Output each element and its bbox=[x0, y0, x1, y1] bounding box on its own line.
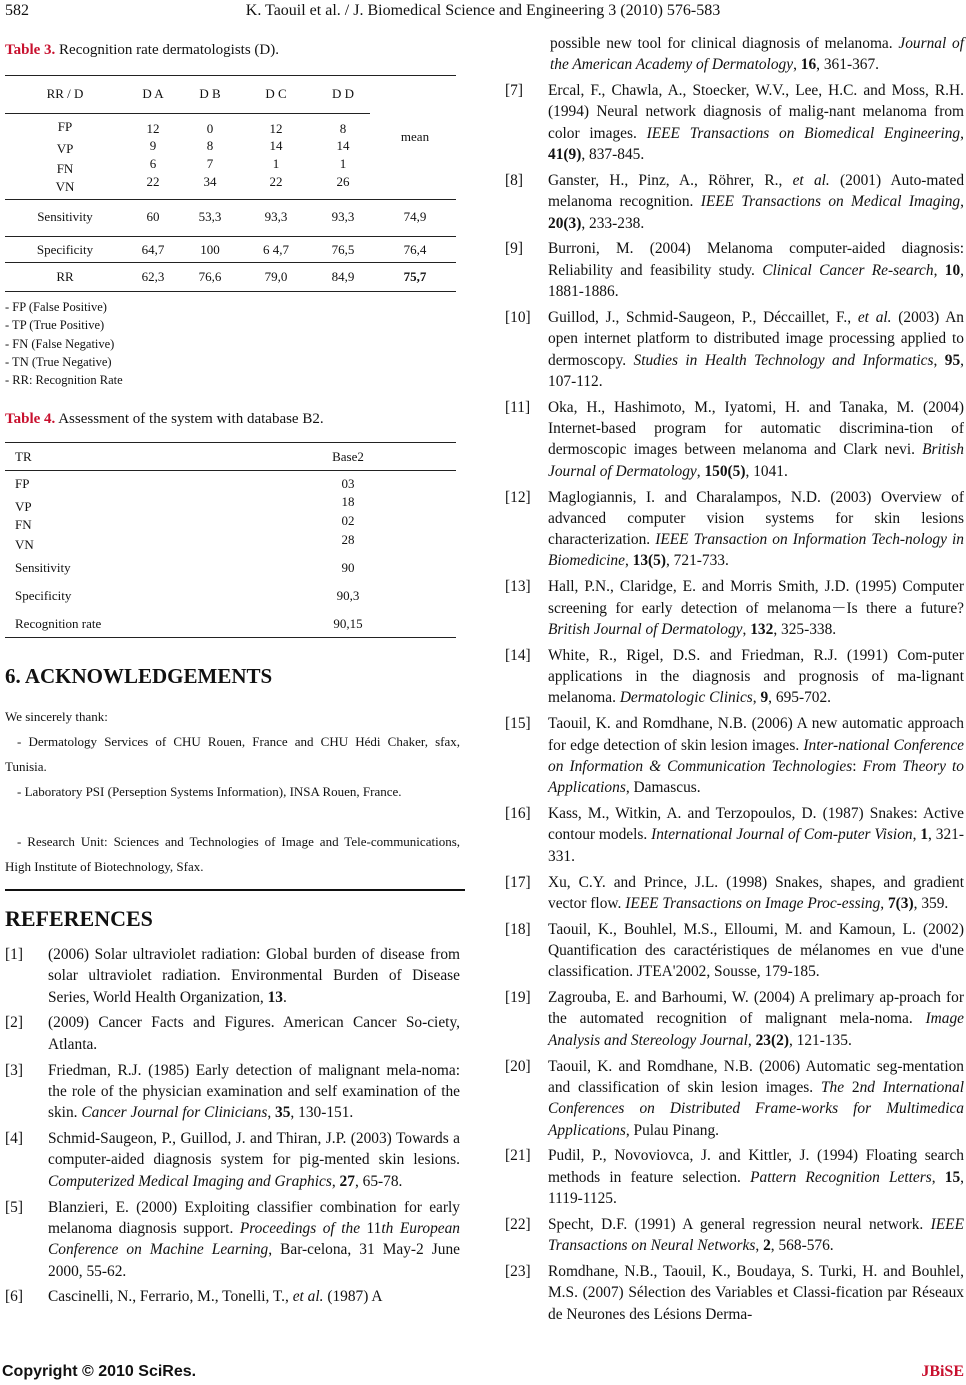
reference-text-segment: , 1881-1886. bbox=[548, 261, 964, 301]
table3-row-label: VP bbox=[56, 141, 74, 156]
table3-cell: 64,7 bbox=[141, 242, 165, 257]
reference-text-segment: , bbox=[933, 261, 945, 279]
reference-text-segment: Kass, M., Witkin, A. and Terzopoulos, D. (1987) Snakes: Active contour models. bbox=[548, 805, 964, 844]
table4-row-label: Specificity bbox=[15, 588, 72, 603]
table-rule bbox=[5, 470, 456, 471]
reference-number: [7] bbox=[505, 82, 523, 100]
table3-cell: 12 bbox=[269, 121, 283, 136]
table3-mean-label: mean bbox=[400, 129, 430, 144]
reference-text-segment: , 695-702. bbox=[768, 689, 832, 707]
ack-item: - Laboratory PSI (Perseption Systems Information), INSA Rouen, France. bbox=[17, 784, 402, 799]
reference-text-segment: (1987) A bbox=[323, 1288, 383, 1306]
reference-item bbox=[505, 803, 964, 867]
reference-item bbox=[505, 872, 964, 915]
table3-cell: 76,5 bbox=[331, 242, 355, 257]
table3-cell: 6 bbox=[149, 156, 157, 171]
reference-number: [19] bbox=[505, 989, 531, 1007]
reference-text-segment: 13(5) bbox=[632, 552, 666, 570]
reference-item bbox=[505, 1214, 964, 1257]
reference-text-segment: , bbox=[793, 56, 801, 74]
reference-text-segment: Oka, H., Hashimoto, M., Iyatomi, H. and Tanaka, M. (2004) Internet-based program for automatic discrimina-tion of dermoscopic images between melanoma and Clark nevi. bbox=[548, 398, 964, 459]
reference-number: [5] bbox=[5, 1198, 23, 1216]
reference-number: [2] bbox=[5, 1014, 23, 1032]
table3-cell: 6 4,7 bbox=[263, 242, 289, 257]
reference-text-segment: , Bar-celona, 31 May-2 June 2000, 55-62. bbox=[48, 1241, 461, 1280]
table4-cell: 90 bbox=[341, 560, 355, 575]
reference-text-segment: Taouil, K. and Romdhane, N.B. (2006) Automatic seg-mentation and classification of skin lesion images. bbox=[548, 1057, 964, 1096]
reference-item bbox=[505, 170, 964, 234]
reference-number: [1] bbox=[5, 946, 23, 963]
reference-text-segment: Studies in Health Technology and Informatics bbox=[633, 351, 934, 369]
reference-item bbox=[505, 987, 964, 1051]
reference-text-segment: , bbox=[696, 462, 705, 480]
reference-text-segment: Schmid-Saugeon, P., Guillod, J. and Thiran, J.P. (2003) Towards a computer-aided diagnosis system for pig-mented skin lesions. bbox=[48, 1130, 460, 1169]
reference-text-segment: Zagrouba, E. and Barhoumi, W. (2004) A prelimary ap-proach for the automated recognition of malignant mela-noma. bbox=[548, 989, 964, 1028]
table3-cell: 76,6 bbox=[198, 269, 222, 284]
reference-text-segment: , bbox=[960, 193, 964, 211]
table4-row-label: Sensitivity bbox=[15, 560, 71, 575]
reference-text-segment: Inter-national Conference on Information & Communication Technologies bbox=[548, 736, 964, 775]
table3-cell: 53,3 bbox=[198, 209, 222, 224]
reference-text-segment: , bbox=[960, 124, 964, 142]
table3-caption-text: Recognition rate dermatologists (D). bbox=[55, 42, 279, 58]
reference-text-segment: Cascinelli, N., Ferrario, M., Tonelli, T., bbox=[48, 1288, 293, 1306]
table3-note: - TN (True Negative) bbox=[5, 354, 112, 369]
reference-number: [17] bbox=[505, 873, 531, 891]
reference-text-segment: Friedman, R.J. (1985) Early detection of malignant mela-noma: the role of the physician examination and self examination of the skin. bbox=[48, 1061, 460, 1122]
reference-text-segment: Computerized Medical Imaging and Graphics bbox=[48, 1172, 332, 1190]
reference-text-segment: Guillod, J., Schmid-Saugeon, P., Déccaillet, F., bbox=[548, 308, 858, 326]
reference-number: [6] bbox=[5, 1288, 23, 1306]
reference-text-segment: 150(5) bbox=[704, 462, 746, 480]
page-number: 582 bbox=[5, 2, 29, 19]
reference-text-segment: 41(9) bbox=[548, 146, 582, 164]
reference-item bbox=[505, 713, 964, 798]
table3-cell: 9 bbox=[149, 138, 157, 153]
reference-text-segment: From Theory to Applications bbox=[548, 757, 964, 797]
table3-caption bbox=[5, 42, 279, 59]
table-rule bbox=[5, 75, 456, 76]
reference-text-segment: , 837-845. bbox=[581, 146, 645, 164]
reference-item bbox=[505, 1261, 964, 1325]
section-divider bbox=[5, 889, 465, 891]
table4-label: Table 4. bbox=[5, 411, 56, 427]
reference-text-segment: , bbox=[880, 894, 888, 912]
reference-item bbox=[505, 307, 964, 392]
reference-text-segment: , bbox=[755, 1237, 764, 1255]
reference-text-segment: The bbox=[820, 1078, 852, 1096]
reference-item bbox=[505, 576, 964, 640]
table3-cell: 8 bbox=[206, 138, 214, 153]
table3-cell: 8 bbox=[339, 121, 347, 136]
table4-header: TR bbox=[15, 449, 32, 464]
running-title: K. Taouil et al. / J. Biomedical Science and Engineering 3 (2010) 576-583 bbox=[245, 2, 721, 19]
reference-text-segment: Xu, C.Y. and Prince, J.L. (1998) Snakes, shapes, and gradient vector flow. bbox=[548, 873, 964, 912]
reference-text-segment: Specht, D.F. (1991) A general regression neural network. bbox=[548, 1215, 931, 1233]
table3-cell: 60 bbox=[146, 209, 160, 224]
reference-number: [12] bbox=[505, 488, 531, 506]
table3-cell: 74,9 bbox=[403, 209, 427, 224]
table3-cell: 1 bbox=[339, 156, 347, 171]
reference-text-segment: , Damascus. bbox=[625, 779, 701, 797]
reference-text-segment: , bbox=[742, 620, 751, 638]
reference-item bbox=[505, 397, 964, 482]
references-left-column bbox=[5, 944, 460, 1312]
table3-cell: 84,9 bbox=[331, 269, 355, 284]
reference-text-segment: (2001) Auto-mated melanoma recognition. bbox=[548, 171, 965, 211]
reference-text-segment: , 121-135. bbox=[788, 1031, 852, 1049]
reference-text-segment: IEEE Transactions on Medical Imaging bbox=[700, 193, 961, 211]
reference-number: [13] bbox=[505, 578, 531, 596]
table4-row-label: Recognition rate bbox=[15, 616, 102, 631]
reference-item bbox=[5, 944, 460, 1008]
reference-number: [22] bbox=[505, 1215, 531, 1233]
reference-text-segment: 16 bbox=[800, 56, 817, 74]
reference-text-segment: Ganster, H., Pinz, A., Röhrer, R., bbox=[548, 171, 793, 189]
reference-text-segment: , 325-338. bbox=[773, 620, 837, 638]
reference-text-segment: , bbox=[624, 552, 633, 570]
reference-number: [4] bbox=[5, 1130, 23, 1148]
table4-cell: 90,15 bbox=[333, 616, 363, 631]
table3-cell: 14 bbox=[269, 138, 283, 153]
reference-number: [21] bbox=[505, 1147, 531, 1165]
table-rule bbox=[5, 637, 456, 638]
reference-item bbox=[5, 1197, 460, 1282]
reference-text-segment: 1 bbox=[920, 826, 929, 844]
table3-cell: 76,4 bbox=[403, 242, 427, 257]
reference-text-segment: Journal of the American Academy of Dermatology bbox=[550, 35, 964, 74]
table3-cell: 22 bbox=[269, 174, 283, 189]
reference-text-segment: Taouil, K., Bouhlel, M.S., Elloumi, M. and Kamoun, L. (2002) Quantification des caractéristiques de mélanomes en vue d'une classification. JTEA'2002, Sousse, 179-185. bbox=[548, 920, 964, 981]
table3-note: - TP (True Positive) bbox=[5, 318, 105, 333]
table3-cell: 75,7 bbox=[403, 269, 427, 284]
reference-text-segment: White, R., Rigel, D.S. and Friedman, R.J. (1991) Com-puter applications in the diagnosis and prognosis of ma-lignant melanoma. bbox=[548, 646, 964, 707]
reference-item bbox=[5, 1012, 460, 1055]
reference-text-segment: th European Conference on Machine Learning bbox=[48, 1219, 460, 1259]
reference-text-segment: Cancer Journal for Clinicians bbox=[81, 1104, 268, 1122]
table4-row-label: FN bbox=[15, 517, 32, 532]
reference-text-segment: 20(3) bbox=[548, 214, 582, 232]
table3-cell: 1 bbox=[272, 156, 280, 171]
table-rule bbox=[5, 113, 370, 114]
reference-number: [10] bbox=[505, 308, 531, 326]
reference-text-segment: Taouil, K. and Romdhane, N.B. (2006) A new automatic approach for edge detection of skin lesion images. bbox=[548, 715, 964, 754]
reference-item bbox=[505, 238, 964, 302]
reference-text-segment: 35 bbox=[275, 1104, 291, 1122]
table3-cell: 0 bbox=[206, 121, 214, 136]
table3-row-label: VN bbox=[55, 179, 75, 194]
reference-text-segment: 15 bbox=[944, 1168, 961, 1186]
table-rule bbox=[5, 442, 456, 443]
table3-header: D B bbox=[199, 86, 221, 101]
table3-row-label: Sensitivity bbox=[37, 209, 93, 224]
table3-row-label: Specificity bbox=[36, 242, 94, 257]
reference-text-segment: IEEE Transaction on Information Tech-nology in Biomedicine bbox=[548, 531, 964, 570]
reference-text-segment: IEEE Transactions on Neural Networks bbox=[548, 1215, 964, 1255]
table4-cell: 02 bbox=[341, 513, 355, 528]
table3-row-label: FN bbox=[56, 161, 74, 176]
table3-note: - FN (False Negative) bbox=[5, 336, 115, 351]
reference-text-segment: Image Analysis and Stereology Journal bbox=[548, 1010, 964, 1049]
reference-item bbox=[5, 1128, 460, 1192]
table3-cell: 14 bbox=[336, 138, 350, 153]
reference-text-segment: (2003) An open internet platform to distributed image processing applied to dermoscopy. bbox=[548, 308, 964, 369]
reference-text-segment: British Journal of Dermatology bbox=[548, 441, 964, 480]
table3-cell: 79,0 bbox=[264, 269, 288, 284]
table3-header: D D bbox=[331, 86, 355, 101]
reference-number: [14] bbox=[505, 646, 531, 664]
reference-text-segment: Romdhane, N.B., Taouil, K., Boudaya, S. Turki, H. and Bouhlel, M.S. (2007) Sélection des Variables et Classi-fication par Réseaux de Neurones des Lésions Derma- bbox=[548, 1263, 964, 1323]
reference-text-segment: 9 bbox=[760, 689, 769, 707]
table3-cell: 100 bbox=[200, 242, 220, 257]
table-rule bbox=[5, 291, 456, 292]
reference-number: [3] bbox=[5, 1061, 23, 1079]
reference-text-segment: et al. bbox=[292, 1288, 324, 1306]
reference-continuation bbox=[505, 33, 964, 76]
ack-item: - Research Unit: Sciences and Technologies of Image and Tele-communications, High Institute of Biotechnology, Sfax. bbox=[5, 834, 460, 874]
reference-text-segment: IEEE Transactions on Image Proc-essing bbox=[625, 894, 881, 912]
table3-cell: 93,3 bbox=[264, 209, 288, 224]
reference-text-segment: , 233-238. bbox=[581, 214, 645, 232]
table3-note: - RR: Recognition Rate bbox=[5, 373, 123, 388]
reference-text-segment: et al. bbox=[792, 171, 830, 189]
reference-number: [16] bbox=[505, 805, 531, 823]
ack-intro: We sincerely thank: bbox=[5, 709, 108, 724]
reference-text-segment: Proceedings of the bbox=[239, 1219, 367, 1237]
table-rule bbox=[5, 199, 456, 200]
table3-header: RR / D bbox=[46, 86, 84, 101]
reference-text-segment: (2009) Cancer Facts and Figures. American Cancer So-ciety, Atlanta. bbox=[48, 1014, 460, 1053]
reference-text-segment: , bbox=[912, 826, 921, 844]
table3-cell: 12 bbox=[146, 121, 160, 136]
reference-text-segment: : bbox=[852, 757, 863, 775]
reference-text-segment: (2006) Solar ultraviolet radiation: Global burden of disease from solar ultraviolet radiation. Environmental Burden of Disease Series, World Health Organization, bbox=[48, 946, 460, 1006]
reference-number: [18] bbox=[505, 920, 531, 938]
reference-text-segment: , 361-367. bbox=[816, 56, 879, 74]
reference-text-segment: 27 bbox=[339, 1172, 355, 1190]
reference-text-segment: , 107-112. bbox=[548, 351, 965, 390]
reference-text-segment: 95 bbox=[944, 351, 961, 369]
reference-text-segment: , bbox=[747, 1031, 756, 1049]
reference-item bbox=[505, 919, 964, 983]
reference-text-segment: , bbox=[752, 689, 761, 707]
reference-text-segment: , bbox=[267, 1104, 276, 1122]
reference-item bbox=[5, 1286, 460, 1307]
table3-row-label: FP bbox=[57, 119, 73, 134]
reference-item bbox=[505, 80, 964, 165]
reference-text-segment: , 130-151. bbox=[290, 1104, 354, 1122]
reference-text-segment: possible new tool for clinical diagnosis of melanoma. bbox=[550, 35, 899, 52]
table3-note: - FP (False Positive) bbox=[5, 300, 107, 314]
reference-text-segment: , bbox=[931, 1168, 945, 1186]
footer-journal: JBiSE bbox=[921, 1363, 964, 1380]
table4-cell: 28 bbox=[341, 532, 355, 547]
table3-cell: 7 bbox=[206, 156, 214, 171]
reference-number: [8] bbox=[505, 171, 523, 189]
reference-item bbox=[505, 1145, 964, 1209]
reference-text-segment: Clinical Cancer Re-search bbox=[762, 261, 934, 279]
reference-text-segment: , bbox=[933, 351, 945, 369]
reference-number: [15] bbox=[505, 715, 531, 733]
table3-cell: 22 bbox=[146, 174, 160, 189]
table4-row-label: VN bbox=[15, 537, 34, 552]
reference-text-segment: nd International Conferences on Distributed Frame-works for Multimedica Applications bbox=[548, 1078, 964, 1139]
reference-text-segment: , 1119-1125. bbox=[548, 1168, 965, 1208]
ack-item: - Dermatology Services of CHU Rouen, France and CHU Hédi Chaker, sfax, Tunisia. bbox=[5, 734, 460, 774]
table3-cell: 34 bbox=[203, 174, 217, 189]
reference-text-segment: Pattern Recognition Letters bbox=[750, 1168, 932, 1186]
table4-caption-text: Assessment of the system with database B2. bbox=[55, 411, 324, 427]
reference-text-segment: Pudil, P., Novoviovca, J. and Kittler, J. (1994) Floating search methods in feature selection. bbox=[548, 1147, 964, 1186]
reference-text-segment: 2 bbox=[851, 1078, 860, 1096]
table3-cell: 93,3 bbox=[331, 209, 355, 224]
reference-text-segment: IEEE Transactions on Biomedical Engineering bbox=[646, 124, 961, 142]
reference-item bbox=[505, 645, 964, 709]
table-rule bbox=[5, 236, 456, 237]
reference-text-segment: , bbox=[331, 1172, 340, 1190]
section-heading-references: REFERENCES bbox=[5, 906, 153, 931]
reference-text-segment: , 359. bbox=[913, 894, 949, 912]
reference-text-segment: British Journal of Dermatology bbox=[548, 620, 743, 638]
reference-text-segment: 11 bbox=[366, 1219, 382, 1237]
table4-row-label: VP bbox=[15, 499, 32, 514]
table4-caption bbox=[5, 411, 324, 428]
table4-row-label: FP bbox=[15, 476, 30, 491]
reference-text-segment: , 568-576. bbox=[770, 1237, 834, 1255]
footer-copyright: Copyright © 2010 SciRes. bbox=[2, 1363, 197, 1380]
reference-number: [9] bbox=[505, 240, 523, 258]
reference-text-segment: International Journal of Com-puter Vision bbox=[651, 826, 913, 844]
reference-text-segment: , 1041. bbox=[745, 462, 788, 480]
reference-text-segment: Blanzieri, E. (2000) Exploiting classifier combination for early melanoma diagnosis support. bbox=[48, 1198, 460, 1237]
table3-header: D C bbox=[265, 86, 287, 101]
reference-text-segment: , 721-733. bbox=[665, 552, 729, 570]
table3-label: Table 3. bbox=[5, 42, 56, 58]
reference-text-segment: Burroni, M. (2004) Melanoma computer-aided diagnosis: Reliability and feasibility study. bbox=[548, 240, 964, 279]
reference-item bbox=[5, 1060, 460, 1124]
reference-text-segment: . bbox=[282, 988, 287, 1006]
table4-cell: 90,3 bbox=[336, 588, 360, 603]
reference-text-segment: Maglogiannis, I. and Charalampos, N.D. (2003) Overview of advanced computer vision systems for skin lesions characterization. bbox=[548, 488, 964, 549]
reference-text-segment: 7(3) bbox=[887, 894, 914, 912]
table4-cell: 18 bbox=[341, 494, 355, 509]
table3-header: D A bbox=[142, 86, 164, 101]
reference-item bbox=[505, 1056, 964, 1141]
reference-text-segment: Dermatologic Clinics bbox=[619, 689, 753, 707]
reference-text-segment: 23(2) bbox=[755, 1031, 789, 1049]
reference-number: [11] bbox=[505, 398, 531, 416]
reference-text-segment: 10 bbox=[944, 261, 961, 279]
reference-text-segment: 13 bbox=[267, 988, 283, 1006]
table3-cell: 62,3 bbox=[141, 269, 165, 284]
reference-text-segment: , 65-78. bbox=[354, 1172, 403, 1190]
references-right-column bbox=[505, 33, 964, 1330]
reference-item bbox=[505, 487, 964, 572]
reference-text-segment: et al. bbox=[857, 308, 892, 326]
reference-number: [23] bbox=[505, 1263, 531, 1281]
table4-cell: 03 bbox=[341, 476, 355, 491]
section-heading-acknowledgements: 6. ACKNOWLEDGEMENTS bbox=[5, 664, 273, 688]
reference-text-segment: , Pulau Pinang. bbox=[625, 1121, 720, 1139]
table3-cell: 26 bbox=[336, 174, 350, 189]
reference-text-segment: Hall, P.N., Claridge, E. and Morris Smith, J.D. (1995) Computer screening for early detection of melanoma－Is there a future? bbox=[548, 578, 964, 617]
reference-number: [20] bbox=[505, 1057, 531, 1075]
reference-text-segment: 132 bbox=[750, 620, 774, 638]
reference-text-segment: , 321-331. bbox=[548, 826, 964, 865]
table3-row-label: RR bbox=[56, 269, 74, 284]
table4-header: Base2 bbox=[332, 449, 364, 464]
reference-text-segment: Ercal, F., Chawla, A., Stoecker, W.V., Lee, H.C. and Moss, R.H. (1994) Neural network diagnosis of malig-nant melanoma from color images. bbox=[548, 82, 964, 142]
table-rule bbox=[5, 262, 456, 263]
reference-text-segment: 2 bbox=[763, 1237, 771, 1255]
